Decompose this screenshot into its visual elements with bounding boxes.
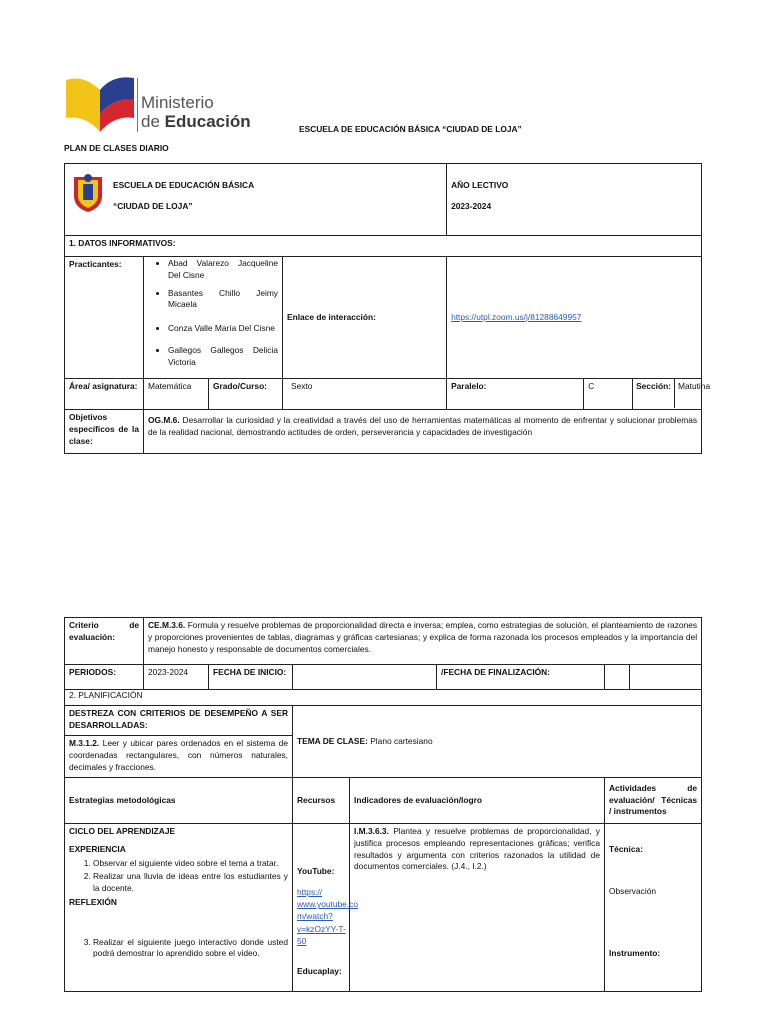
section-planificacion: 2. PLANIFICACIÓN (65, 690, 702, 706)
year-label: AÑO LECTIVO (451, 180, 509, 190)
practicantes-label: Practicantes: (65, 257, 144, 379)
list-item: 1. Observar el siguiente video sobre el tema a tratar. (93, 858, 288, 870)
grado-label: Grado/Curso: (209, 379, 283, 410)
list-item: • Basantes Chillo Jeimy Micaela (168, 288, 278, 312)
youtube-label: YouTube: (297, 866, 335, 876)
criterio-text: Formula y resuelve problemas de proporcionalidad directa e inversa; emplea, como estrategias de solución, el planteamiento de razones y proporciones provenientes de tablas, diagramas y gráficas cartesianas; y explica de forma razonada los procesos empleados y la importancia del manejo honesto y responsable de documentos comerciales. (148, 620, 698, 654)
objetivo-text: Desarrollar la curiosidad y la creatividad a través del uso de herramientas matemáticas al momento de enfrentar y solucionar problemas de la realidad nacional, demostrando actitudes de orden, perseverancia y capacidades de investigación (148, 415, 698, 437)
grado-value: Sexto (283, 379, 447, 410)
tecnica-value: Observación (609, 886, 657, 896)
ministry-name-line1: Ministerio (141, 93, 214, 112)
fin-value (605, 665, 702, 690)
tema-label: TEMA DE CLASE: (297, 735, 368, 746)
section-datos: 1. DATOS INFORMATIVOS: (65, 236, 702, 257)
steps-list-a (69, 858, 288, 895)
reflexion-heading: REFLEXIÓN (69, 896, 117, 907)
inicio-value (293, 665, 437, 690)
criterio-cell (144, 618, 702, 665)
fin-label: /FECHA DE FINALIZACIÓN: (437, 665, 605, 690)
ministry-prefix: de (141, 112, 160, 131)
school-name-line2: “CIUDAD DE LOJA” (113, 201, 193, 211)
indicador-cell (350, 824, 605, 992)
practicantes-list (152, 258, 278, 368)
school-crest-icon (71, 172, 105, 212)
seccion-value: Matutina (677, 381, 711, 391)
paralelo-label: Paralelo: (447, 379, 584, 410)
ministry-name-line2 (141, 112, 251, 131)
criterio-label: Criterio de evaluación: (65, 618, 144, 665)
objetivos-label: Objetivos específicos de la clase: (65, 410, 144, 454)
ministry-logo (64, 74, 136, 134)
list-item: • Gallegos Gallegos Delicia Victoria (168, 345, 278, 369)
practicantes-cell (144, 257, 283, 379)
list-item: 2. Realizar una lluvia de ideas entre los estudiantes y la docente. (93, 871, 288, 895)
destreza-label: DESTREZA CON CRITERIOS DE DESEMPEÑO A SER DESARROLLADAS: (65, 706, 293, 736)
experiencia-heading: EXPERIENCIA (69, 843, 126, 854)
school-name-line1: ESCUELA DE EDUCACIÓN BÁSICA (113, 180, 255, 190)
area-label: Área/ asignatura: (65, 379, 144, 410)
list-item: • Abad Valarezo Jacqueline Del Cisne (168, 258, 278, 282)
youtube-link[interactable]: https:// www.youtube.co m/watch? v=kzOzYY-T-50 (297, 887, 358, 946)
indicador-text: Plantea y resuelve problemas de proporcionalidad, y justifica procesos empleando representaciones gráficas; verifica resultados y argumenta con criterios razonados la utilidad de documentos comerciales. (J.4., I.2.) (354, 826, 600, 872)
year-cell (447, 164, 702, 236)
tema-cell (293, 706, 702, 778)
indicador-code: I.M.3.6.3. (354, 826, 389, 836)
periodos-value: 2023-2024 (144, 665, 209, 690)
objetivo-code: OG.M.6. (148, 415, 180, 425)
ciclo-heading: CICLO DEL APRENDIZAJE (69, 826, 176, 836)
steps-list-b (69, 937, 288, 961)
educaplay-label: Educaplay: (297, 966, 342, 976)
destreza-code: M.3.1.2. (69, 738, 100, 748)
instrumento-label: Instrumento: (609, 948, 661, 958)
enlace-label: Enlace de interacción: (283, 257, 447, 379)
school-cell (65, 164, 447, 236)
seccion-cell (633, 379, 711, 410)
seccion-label: Sección: (633, 379, 675, 408)
actividades-cell (605, 824, 702, 992)
enlace-cell (447, 257, 702, 379)
paralelo-value: C (584, 379, 633, 410)
info-table (64, 163, 711, 454)
destreza-text: Leer y ubicar pares ordenados en el sistema de coordenadas rectangulares, con números naturales, decimales y fracciones. (69, 738, 288, 772)
col-actividades: Actividades de evaluación/ Técnicas / instrumentos (605, 778, 702, 824)
col-estrategias: Estrategias metodológicas (65, 778, 293, 824)
criterio-code: CE.M.3.6. (148, 620, 186, 630)
col-indicadores: Indicadores de evaluación/logro (350, 778, 605, 824)
list-item: • Conza Valle María Del Cisne (168, 323, 278, 335)
ministry-strong: Educación (164, 112, 251, 131)
col-recursos: Recursos (293, 778, 350, 824)
periodos-label: PERIODOS: (65, 665, 144, 690)
zoom-link[interactable]: https://utpl.zoom.us/j/81288649957 (451, 311, 582, 322)
destreza-cell (65, 736, 293, 778)
estrategias-cell (65, 824, 293, 992)
ministry-name (141, 93, 251, 131)
year-value: 2023-2024 (451, 201, 492, 211)
inicio-label: FECHA DE INICIO: (209, 665, 293, 690)
school-header: ESCUELA DE EDUCACIÓN BÁSICA “CIUDAD DE LOJA” (299, 124, 522, 134)
tecnica-label: Técnica: (609, 844, 643, 854)
area-value: Matemática (144, 379, 209, 410)
tema-value: Plano cartesiano (370, 735, 433, 746)
objetivo-cell (144, 410, 702, 454)
ministry-logo-divider (137, 78, 138, 132)
plan-table (64, 617, 702, 992)
plan-title: PLAN DE CLASES DIARIO (64, 143, 169, 153)
recursos-cell (293, 824, 358, 992)
list-item: 3. Realizar el siguiente juego interactivo donde usted podrá demostrar lo aprendido sobre el video. (93, 937, 288, 961)
ministry-logo-icon (64, 74, 136, 134)
